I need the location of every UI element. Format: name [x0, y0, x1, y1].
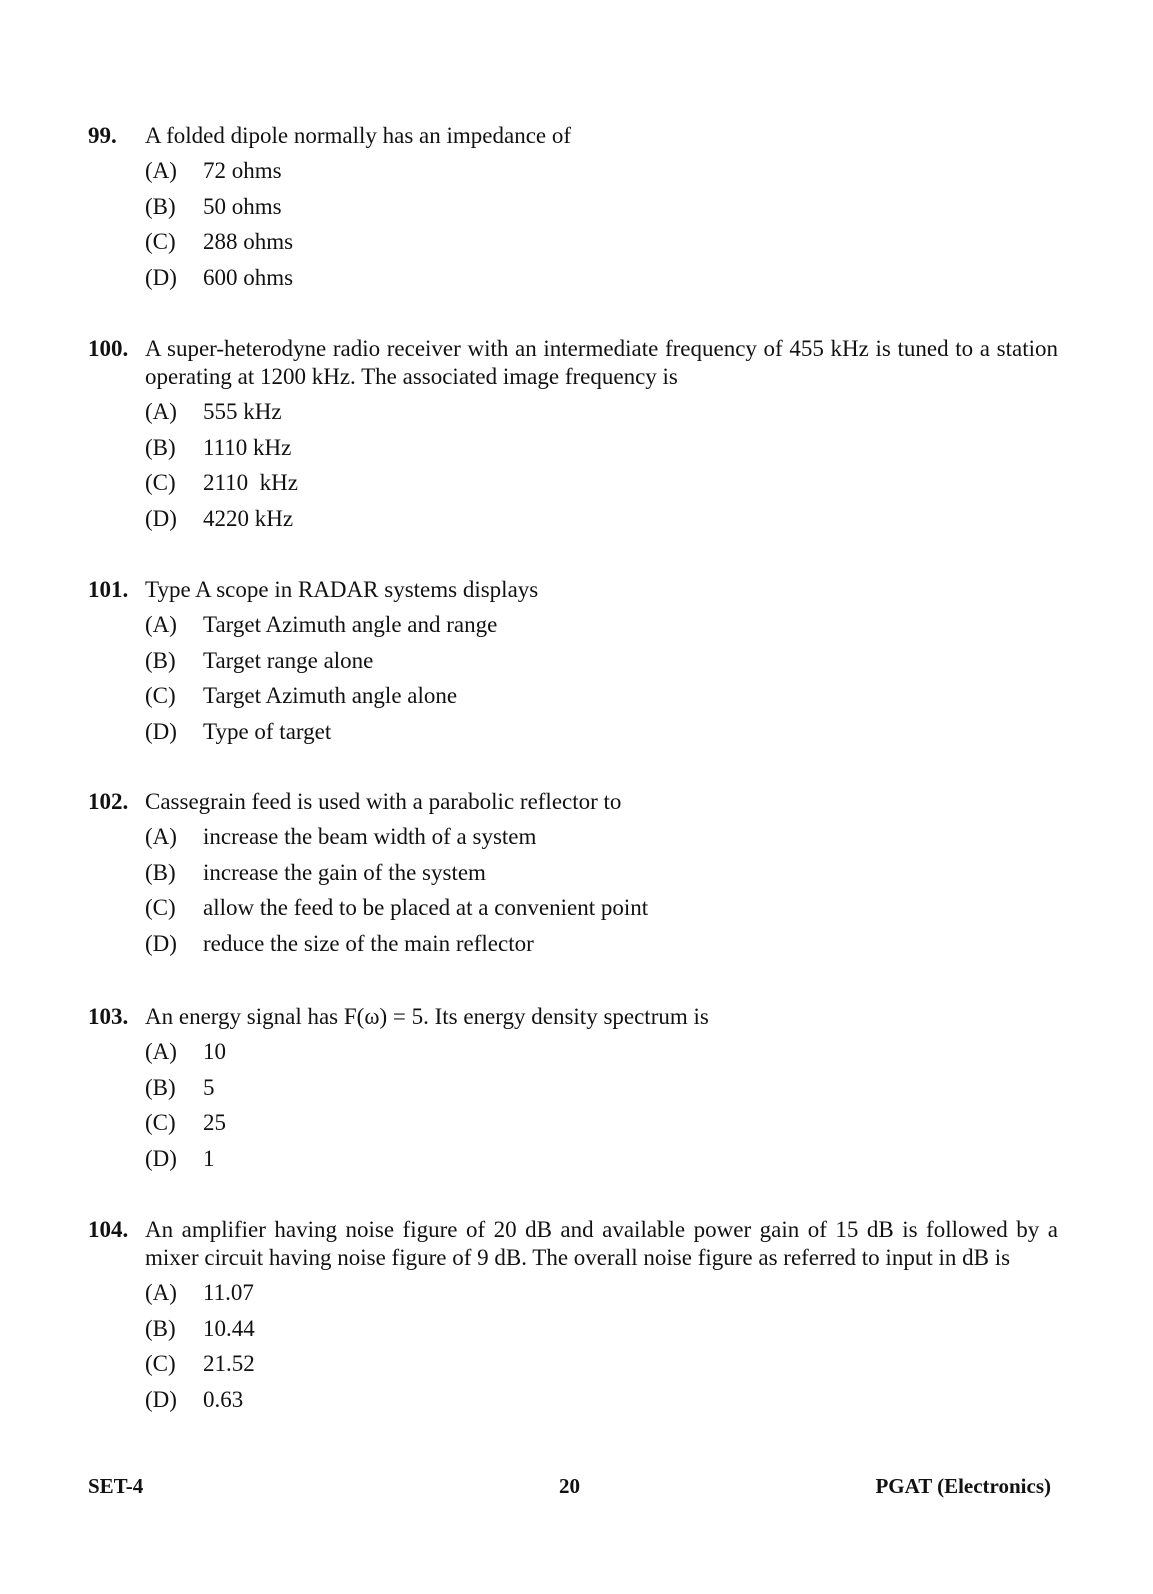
option-c	[145, 469, 1058, 505]
option-a	[145, 611, 1058, 647]
option-label: (D)	[145, 718, 177, 744]
option-label: (D)	[145, 930, 177, 956]
options-list	[145, 1279, 1058, 1421]
option-text: 5	[203, 1074, 215, 1100]
option-a	[145, 398, 1058, 434]
option-label: (A)	[145, 1280, 177, 1305]
option-d	[145, 505, 1058, 541]
option-label: (B)	[145, 647, 176, 673]
option-c	[145, 894, 1058, 930]
option-text: 1110 kHz	[203, 434, 292, 460]
question-number: 103.	[88, 1004, 129, 1029]
option-label: (A)	[145, 399, 177, 424]
option-b	[145, 193, 1058, 229]
options-list	[145, 157, 1058, 299]
question-101	[88, 576, 1058, 753]
option-b	[145, 434, 1058, 470]
page-number: 20	[559, 1474, 580, 1498]
exam-title: PGAT (Electronics)	[875, 1474, 1051, 1498]
question-text: A super-heterodyne radio receiver with an intermediate frequency of 455 kHz is tuned to a station operating at 1200 kHz. The associated image frequency is	[145, 336, 1058, 389]
option-text: 1	[203, 1145, 215, 1171]
option-d	[145, 1386, 1058, 1422]
question-103	[88, 1003, 1058, 1180]
question-number: 100.	[88, 336, 129, 361]
option-text: 11.07	[203, 1280, 254, 1305]
option-text: increase the gain of the system	[203, 859, 486, 885]
option-label: (D)	[145, 1145, 177, 1171]
question-99	[88, 122, 1058, 299]
option-label: (D)	[145, 505, 177, 531]
question-100	[88, 335, 1058, 540]
option-label: (B)	[145, 1074, 176, 1100]
options-list	[145, 398, 1058, 540]
option-label: (C)	[145, 683, 176, 708]
option-label: (C)	[145, 470, 176, 495]
option-b	[145, 1315, 1058, 1351]
option-b	[145, 647, 1058, 683]
option-text: 25	[203, 1110, 226, 1135]
option-text: Target range alone	[203, 647, 374, 673]
option-label: (A)	[145, 1039, 177, 1064]
options-list	[145, 1038, 1058, 1180]
option-label: (A)	[145, 824, 177, 849]
option-label: (B)	[145, 859, 176, 885]
option-label: (A)	[145, 158, 177, 183]
option-label: (C)	[145, 229, 176, 254]
option-text: allow the feed to be placed at a convenient point	[203, 895, 649, 920]
option-text: Target Azimuth angle and range	[203, 612, 498, 637]
option-text: 10	[203, 1039, 226, 1064]
option-text: 555 kHz	[203, 399, 282, 424]
option-c	[145, 228, 1058, 264]
option-text: 50 ohms	[203, 193, 282, 219]
question-text: An amplifier having noise figure of 20 dB and available power gain of 15 dB is followed by a mixer circuit having noise figure of 9 dB. The overall noise figure as referred to input in dB is	[145, 1217, 1058, 1270]
question-number: 101.	[88, 577, 129, 602]
question-text: Cassegrain feed is used with a parabolic reflector to	[145, 789, 622, 814]
option-text: 72 ohms	[203, 158, 282, 183]
question-104	[88, 1216, 1058, 1421]
option-text: increase the beam width of a system	[203, 824, 537, 849]
option-text: Type of target	[203, 718, 332, 744]
question-number: 99.	[88, 123, 117, 148]
set-label: SET-4	[88, 1474, 144, 1498]
question-text: Type A scope in RADAR systems displays	[145, 577, 539, 602]
option-c	[145, 682, 1058, 718]
options-list	[145, 823, 1058, 965]
options-list	[145, 611, 1058, 753]
option-text: 600 ohms	[203, 264, 294, 290]
option-label: (B)	[145, 193, 176, 219]
option-text: 10.44	[203, 1315, 255, 1341]
option-text: 21.52	[203, 1351, 255, 1376]
question-text: An energy signal has F(ω) = 5. Its energy density spectrum is	[145, 1004, 709, 1029]
question-102	[88, 788, 1058, 965]
option-d	[145, 718, 1058, 754]
option-d	[145, 264, 1058, 300]
option-d	[145, 1145, 1058, 1181]
option-text: reduce the size of the main reflector	[203, 930, 534, 956]
question-number: 104.	[88, 1217, 129, 1242]
option-text: 2110 kHz	[203, 470, 298, 495]
option-label: (D)	[145, 1386, 177, 1412]
option-text: 0.63	[203, 1386, 244, 1412]
option-label: (D)	[145, 264, 177, 290]
option-a	[145, 1279, 1058, 1315]
page-footer	[88, 1472, 1051, 1500]
option-text: Target Azimuth angle alone	[203, 683, 458, 708]
option-b	[145, 1074, 1058, 1110]
option-a	[145, 157, 1058, 193]
option-label: (A)	[145, 612, 177, 637]
option-a	[145, 823, 1058, 859]
option-label: (C)	[145, 1110, 176, 1135]
option-d	[145, 930, 1058, 966]
option-a	[145, 1038, 1058, 1074]
option-label: (B)	[145, 1315, 176, 1341]
question-text: A folded dipole normally has an impedance of	[145, 123, 572, 148]
option-label: (B)	[145, 434, 176, 460]
option-label: (C)	[145, 1351, 176, 1376]
option-c	[145, 1350, 1058, 1386]
option-c	[145, 1109, 1058, 1145]
option-text: 4220 kHz	[203, 505, 294, 531]
option-text: 288 ohms	[203, 229, 294, 254]
option-label: (C)	[145, 895, 176, 920]
question-number: 102.	[88, 789, 129, 814]
option-b	[145, 859, 1058, 895]
